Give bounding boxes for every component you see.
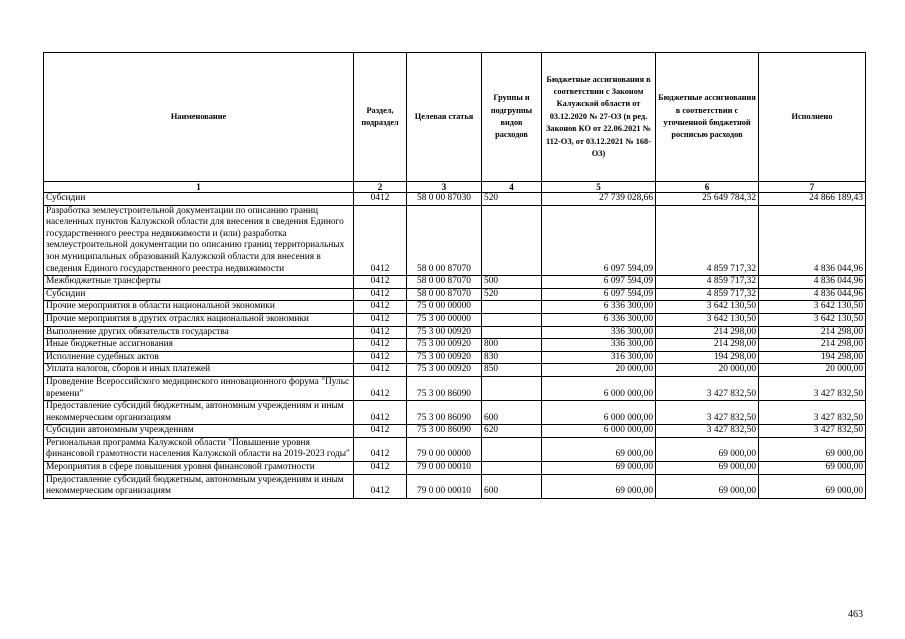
row-executed-amount: 4 836 044,96 xyxy=(759,276,866,289)
row-executed-amount: 20 000,00 xyxy=(759,364,866,377)
row-target: 79 0 00 00010 xyxy=(407,462,482,475)
row-target: 79 0 00 00000 xyxy=(407,437,482,461)
row-group: 620 xyxy=(482,425,542,438)
column-number: 7 xyxy=(759,182,866,193)
header-section: Раздел, подраздел xyxy=(354,53,407,182)
column-number: 1 xyxy=(44,182,354,193)
row-law-amount: 27 739 028,66 xyxy=(542,193,656,206)
row-group xyxy=(482,326,542,339)
row-section: 0412 xyxy=(354,401,407,425)
table-row xyxy=(44,301,866,314)
table-row xyxy=(44,313,866,326)
table-row xyxy=(44,276,866,289)
row-law-amount: 6 000 000,00 xyxy=(542,425,656,438)
row-group: 500 xyxy=(482,276,542,289)
row-plan-amount: 214 298,00 xyxy=(656,339,759,352)
row-executed-amount: 4 836 044,96 xyxy=(759,205,866,276)
row-plan-amount: 214 298,00 xyxy=(656,326,759,339)
row-plan-amount: 4 859 717,32 xyxy=(656,205,759,276)
row-name: Предоставление субсидий бюджетным, автономным учреждениям и иным некоммерческим организациям xyxy=(44,401,354,425)
table-row xyxy=(44,474,866,498)
row-section: 0412 xyxy=(354,288,407,301)
row-section: 0412 xyxy=(354,313,407,326)
row-section: 0412 xyxy=(354,364,407,377)
header-plan-allocations: Бюджетные ассигнования в соответствии с уточненной бюджетной росписью расходов xyxy=(656,53,759,182)
row-section: 0412 xyxy=(354,326,407,339)
row-name: Мероприятия в сфере повышения уровня финансовой грамотности xyxy=(44,462,354,475)
row-name: Уплата налогов, сборов и иных платежей xyxy=(44,364,354,377)
row-target: 75 3 00 86090 xyxy=(407,376,482,400)
row-name: Субсидии xyxy=(44,193,354,206)
row-target: 79 0 00 00010 xyxy=(407,474,482,498)
row-section: 0412 xyxy=(354,376,407,400)
row-target: 75 3 00 86090 xyxy=(407,401,482,425)
row-plan-amount: 69 000,00 xyxy=(656,462,759,475)
row-plan-amount: 4 859 717,32 xyxy=(656,276,759,289)
row-plan-amount: 3 427 832,50 xyxy=(656,376,759,400)
row-plan-amount: 4 859 717,32 xyxy=(656,288,759,301)
row-executed-amount: 69 000,00 xyxy=(759,474,866,498)
row-law-amount: 6 097 594,09 xyxy=(542,288,656,301)
row-law-amount: 20 000,00 xyxy=(542,364,656,377)
table-row xyxy=(44,288,866,301)
row-plan-amount: 3 427 832,50 xyxy=(656,401,759,425)
row-target: 75 3 00 00920 xyxy=(407,364,482,377)
row-law-amount: 6 000 000,00 xyxy=(542,376,656,400)
row-section: 0412 xyxy=(354,351,407,364)
row-plan-amount: 20 000,00 xyxy=(656,364,759,377)
table-body xyxy=(44,193,866,499)
row-executed-amount: 3 642 130,50 xyxy=(759,301,866,314)
row-group: 600 xyxy=(482,401,542,425)
table-row xyxy=(44,364,866,377)
row-name: Межбюджетные трансферты xyxy=(44,276,354,289)
row-section: 0412 xyxy=(354,437,407,461)
table-row xyxy=(44,401,866,425)
column-number: 3 xyxy=(407,182,482,193)
row-law-amount: 336 300,00 xyxy=(542,339,656,352)
row-executed-amount: 194 298,00 xyxy=(759,351,866,364)
row-law-amount: 6 336 300,00 xyxy=(542,301,656,314)
row-target: 58 0 00 87070 xyxy=(407,288,482,301)
column-number: 4 xyxy=(482,182,542,193)
row-group: 600 xyxy=(482,474,542,498)
row-group: 520 xyxy=(482,193,542,206)
row-executed-amount: 69 000,00 xyxy=(759,462,866,475)
row-group xyxy=(482,301,542,314)
row-name: Региональная программа Калужской области "Повышение уровня финансовой грамотности населения Калужской области на 2019-2023 годы" xyxy=(44,437,354,461)
row-plan-amount: 25 649 784,32 xyxy=(656,193,759,206)
row-name: Прочие мероприятия в других отраслях национальной экономики xyxy=(44,313,354,326)
row-plan-amount: 69 000,00 xyxy=(656,437,759,461)
row-executed-amount: 3 427 832,50 xyxy=(759,376,866,400)
table-row xyxy=(44,193,866,206)
row-law-amount: 6 336 300,00 xyxy=(542,313,656,326)
row-plan-amount: 3 642 130,50 xyxy=(656,313,759,326)
row-executed-amount: 3 427 832,50 xyxy=(759,401,866,425)
column-number: 5 xyxy=(542,182,656,193)
row-law-amount: 69 000,00 xyxy=(542,437,656,461)
row-group xyxy=(482,462,542,475)
row-group: 830 xyxy=(482,351,542,364)
row-group: 520 xyxy=(482,288,542,301)
table-row xyxy=(44,205,866,276)
table-header-row xyxy=(44,53,866,182)
row-target: 58 0 00 87070 xyxy=(407,276,482,289)
row-section: 0412 xyxy=(354,205,407,276)
table-row xyxy=(44,326,866,339)
row-executed-amount: 3 642 130,50 xyxy=(759,313,866,326)
table-row xyxy=(44,339,866,352)
row-target: 58 0 00 87030 xyxy=(407,193,482,206)
row-group xyxy=(482,205,542,276)
row-section: 0412 xyxy=(354,425,407,438)
row-law-amount: 6 097 594,09 xyxy=(542,205,656,276)
row-section: 0412 xyxy=(354,301,407,314)
header-target: Целевая статья xyxy=(407,53,482,182)
row-group: 850 xyxy=(482,364,542,377)
row-executed-amount: 69 000,00 xyxy=(759,437,866,461)
header-name: Наименование xyxy=(44,53,354,182)
header-executed: Исполнено xyxy=(759,53,866,182)
row-plan-amount: 69 000,00 xyxy=(656,474,759,498)
row-section: 0412 xyxy=(354,474,407,498)
row-group: 800 xyxy=(482,339,542,352)
row-law-amount: 6 097 594,09 xyxy=(542,276,656,289)
row-target: 75 3 00 86090 xyxy=(407,425,482,438)
table-row xyxy=(44,376,866,400)
page-number: 463 xyxy=(848,609,863,620)
row-executed-amount: 3 427 832,50 xyxy=(759,425,866,438)
row-law-amount: 336 300,00 xyxy=(542,326,656,339)
row-plan-amount: 194 298,00 xyxy=(656,351,759,364)
row-name: Выполнение других обязательств государства xyxy=(44,326,354,339)
header-law-allocations: Бюджетные ассигнования в соответствии с Законом Калужской области от 03.12.2020 № 27-ОЗ (в ред. Законов КО от 22.06.2021 № 112-ОЗ, от 03.12.2021 № 168-ОЗ) xyxy=(542,53,656,182)
row-target: 58 0 00 87070 xyxy=(407,205,482,276)
row-section: 0412 xyxy=(354,193,407,206)
table-row xyxy=(44,425,866,438)
row-name: Предоставление субсидий бюджетным, автономным учреждениям и иным некоммерческим организациям xyxy=(44,474,354,498)
row-section: 0412 xyxy=(354,339,407,352)
row-executed-amount: 24 866 189,43 xyxy=(759,193,866,206)
row-executed-amount: 214 298,00 xyxy=(759,326,866,339)
row-name: Субсидии xyxy=(44,288,354,301)
row-section: 0412 xyxy=(354,462,407,475)
row-name: Проведение Всероссийского медицинского инновационного форума "Пульс времени" xyxy=(44,376,354,400)
row-law-amount: 69 000,00 xyxy=(542,474,656,498)
row-target: 75 3 00 00920 xyxy=(407,351,482,364)
row-law-amount: 316 300,00 xyxy=(542,351,656,364)
column-number: 2 xyxy=(354,182,407,193)
row-name: Разработка землеустроительной документации по описанию границ населенных пунктов Калужской области для внесения в сведения Единого государственного реестра недвижимости и (или) разработка землеустроительной документации по описанию границ территориальных зон муниципальных образований Калужской области для внесения в сведения Единого государственного реестра недвижимости xyxy=(44,205,354,276)
row-executed-amount: 214 298,00 xyxy=(759,339,866,352)
row-name: Исполнение судебных актов xyxy=(44,351,354,364)
header-group: Группы и подгруппы видов расходов xyxy=(482,53,542,182)
table-row xyxy=(44,437,866,461)
row-group xyxy=(482,437,542,461)
row-target: 75 0 00 00000 xyxy=(407,301,482,314)
row-name: Прочие мероприятия в области национальной экономики xyxy=(44,301,354,314)
column-number: 6 xyxy=(656,182,759,193)
row-law-amount: 69 000,00 xyxy=(542,462,656,475)
budget-table xyxy=(43,52,866,499)
row-executed-amount: 4 836 044,96 xyxy=(759,288,866,301)
table-row xyxy=(44,462,866,475)
row-target: 75 3 00 00920 xyxy=(407,339,482,352)
row-plan-amount: 3 427 832,50 xyxy=(656,425,759,438)
row-group xyxy=(482,376,542,400)
row-plan-amount: 3 642 130,50 xyxy=(656,301,759,314)
row-target: 75 3 00 00000 xyxy=(407,313,482,326)
row-section: 0412 xyxy=(354,276,407,289)
row-law-amount: 6 000 000,00 xyxy=(542,401,656,425)
row-group xyxy=(482,313,542,326)
row-name: Субсидии автономным учреждениям xyxy=(44,425,354,438)
row-name: Иные бюджетные ассигнования xyxy=(44,339,354,352)
column-number-row xyxy=(44,182,866,193)
table-row xyxy=(44,351,866,364)
row-target: 75 3 00 00920 xyxy=(407,326,482,339)
